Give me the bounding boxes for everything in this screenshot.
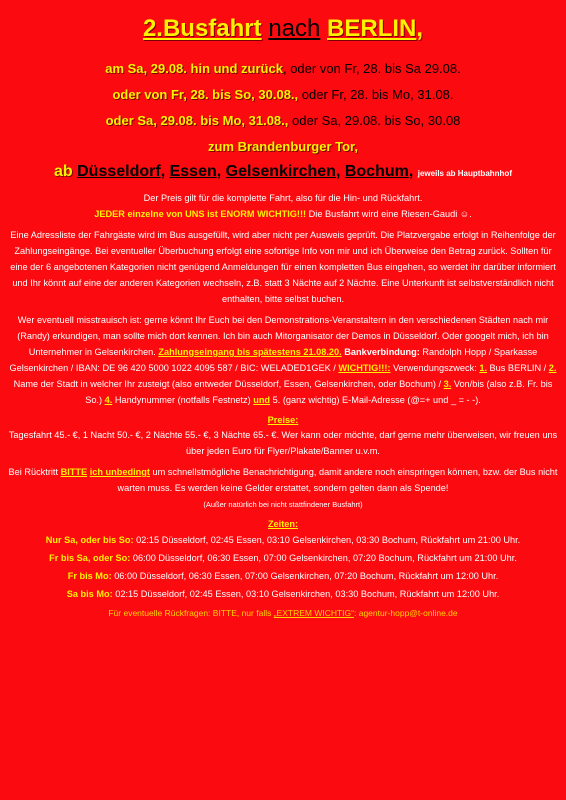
cancel-text: Bei Rücktritt — [8, 467, 61, 477]
times-row-label: Nur Sa, oder bis So: — [45, 535, 134, 545]
title-part2: nach — [268, 15, 321, 42]
title-comma: , — [416, 15, 424, 42]
times-row-label: Fr bis Mo: — [67, 571, 112, 581]
times-row — [6, 585, 560, 603]
date-line-1 — [6, 56, 560, 82]
item-text: Von/bis (also z.B. Fr. bis So.) — [85, 379, 553, 405]
item-text: 5. (ganz wichtig) E-Mail-Adresse (@=+ und _ = - -). — [270, 395, 481, 405]
cities-sep: , — [335, 163, 341, 180]
item-number: 3. — [443, 379, 452, 389]
cancel-note: (Außer natürlich bei nicht stattfindener Busfahrt) — [203, 500, 363, 509]
title-part1: 2.Busfahrt — [142, 15, 262, 42]
item-number: 2. — [548, 363, 557, 373]
page-title — [6, 14, 560, 44]
cancel-unbedingt: ich unbedingt — [89, 467, 150, 477]
times-row — [6, 531, 560, 549]
date-line-1a: am Sa, 29.08. hin und zurück — [105, 61, 283, 76]
cancel-bitte: BITTE — [60, 467, 88, 477]
cancel-paragraph — [6, 464, 560, 512]
times-row-text: 06:00 Düsseldorf, 06:30 Essen, 07:00 Gelsenkirchen, 07:20 Bochum, Rückfahrt um 12:00 Uhr. — [111, 571, 499, 581]
intro-rest: Die Busfahrt wird eine Riesen-Gaudi ☺. — [306, 209, 472, 219]
times-row-text: 02:15 Düsseldorf, 02:45 Essen, 03:10 Gelsenkirchen, 03:30 Bochum, Rückfahrt um 21:00 Uhr. — [133, 535, 521, 545]
times-row — [6, 567, 560, 585]
cities-sep: , — [216, 163, 222, 180]
cities-note: jeweils ab Hauptbahnhof — [417, 169, 512, 178]
prices-heading: Preise: — [267, 415, 299, 425]
item-text: Name der Stadt in welcher Ihr zusteigt (also entweder Düsseldorf, Essen, Gelsenkirchen, oder Bochum) / — [13, 379, 444, 389]
bank-label: Bankverbindung: — [341, 347, 420, 357]
cancel-text: um schnellstmögliche Benachrichtigung, damit andere noch einspringen können, bzw. der Bus nicht warten muss. Es werden keine Gelder erstattet, sondern gelten dann als Spende! — [117, 467, 558, 493]
date-line-2 — [6, 82, 560, 108]
date-line-3 — [6, 108, 560, 134]
bank-details: Randolph Hopp / Sparkasse Gelsenkirchen / IBAN: DE 96 420 5000 1022 4095 587 / BIC: WELADED1GEK / — [9, 347, 538, 373]
intro-line1: Der Preis gilt für die komplette Fahrt, also für die Hin- und Rückfahrt. — [143, 193, 423, 203]
city-duesseldorf: Düsseldorf — [77, 163, 161, 180]
departure-cities — [6, 160, 560, 186]
times-row-label: Fr bis Sa, oder So: — [49, 553, 131, 563]
date-line-3b: oder Sa, 29.08. bis So, 30.08 — [288, 113, 461, 128]
date-line-3a: oder Sa, 29.08. bis Mo, 31.08., — [105, 113, 289, 128]
times-row-label: Sa bis Mo: — [66, 589, 113, 599]
times-heading: Zeiten: — [267, 519, 299, 529]
destination: zum Brandenburger Tor, — [208, 139, 358, 154]
item-number: 4. — [104, 395, 113, 405]
footer-text: Für eventuelle Rückfragen: BITTE, nur falls — [108, 608, 274, 618]
prices-text: Tagesfahrt 45.- €, 1 Nacht 50.- €, 2 Nächte 55.- €, 3 Nächte 65.- €. Wer kann oder möchte, darf gerne mehr überweisen, wir freuen uns über jeden Euro für Flyer/Plakate/Banner u.v.m. — [8, 430, 558, 456]
payment-paragraph — [6, 312, 560, 408]
item-text: Handynummer (notfalls Festnetz) — [112, 395, 254, 405]
date-line-2b: oder Fr, 28. bis Mo, 31.08. — [298, 87, 454, 102]
item-text: Bus BERLIN / — [487, 363, 549, 373]
info-paragraph: Eine Adressliste der Fahrgäste wird im Bus ausgefüllt, wird aber nicht per Ausweis geprüft. Die Platzvergabe erfolgt in Reihenfolge der Zahlungseingänge. Bei eventueller Überbuchung erfolgt eine sofortige Info von mir und ich Überweise den Betrag zurück. Sollten für eine der 6 angebotenen Kategorien nicht genügend Anmeldungen für einen kompletten Bus eingehen, so werdet ihr darüber informiert und Ihr könnt auf eine der anderen Kategorien wechseln, z.B. statt 3 Nächte auf 2 Nächte. Eine Unterkunft ist selbstverständlich nicht enthalten, bitte selbst buchen. — [10, 230, 556, 304]
wichtig-label: WICHTIG!!!: — [338, 363, 391, 373]
footer-extrem: „EXTREM WICHTIG“ — [273, 608, 354, 618]
cities-sep: , — [160, 163, 166, 180]
city-bochum: Bochum — [344, 163, 409, 180]
item-number: 1. — [479, 363, 487, 373]
intro-paragraph — [6, 190, 560, 222]
intro-important: JEDER einzelne von UNS ist ENORM WICHTIG!!! — [94, 209, 307, 219]
payment-deadline: Zahlungseingang bis spätestens 21.08.20. — [158, 347, 342, 357]
contact-email: : agentur-hopp@t-online.de — [354, 608, 458, 618]
title-part3: BERLIN — [327, 15, 417, 42]
times-list — [6, 531, 560, 603]
trust-text: Wer eventuell misstrauisch ist: gerne könnt Ihr Euch bei den Demonstrations-Veranstaltern in den verschiedenen Städten nach mir (Randy) erkundigen, man sollte mich dort kennen. Ich bin auch Mitorganisator der Demos in Düsseldorf. Oder googelt mich, ich bin Unternehmer in Gelsenkirchen. — [17, 315, 549, 357]
city-gelsenkirchen: Gelsenkirchen — [225, 163, 336, 180]
times-row — [6, 549, 560, 567]
item-und: und — [253, 395, 271, 405]
date-line-2a: oder von Fr, 28. bis So, 30.08., — [112, 87, 299, 102]
date-line-1b: , oder von Fr, 28. bis Sa 29.08. — [282, 61, 461, 76]
city-essen: Essen — [169, 163, 217, 180]
cities-ab: ab — [54, 163, 73, 180]
cities-sep: , — [408, 163, 414, 180]
times-row-text: 06:00 Düsseldorf, 06:30 Essen, 07:00 Gelsenkirchen, 07:20 Bochum, Rückfahrt um 21:00 Uhr. — [130, 553, 517, 563]
times-row-text: 02:15 Düsseldorf, 02:45 Essen, 03:10 Gelsenkirchen, 03:30 Bochum, Rückfahrt um 12:00 Uhr. — [112, 589, 500, 599]
vz-label: Verwendungszweck: — [390, 363, 480, 373]
contact-footer — [6, 608, 560, 618]
